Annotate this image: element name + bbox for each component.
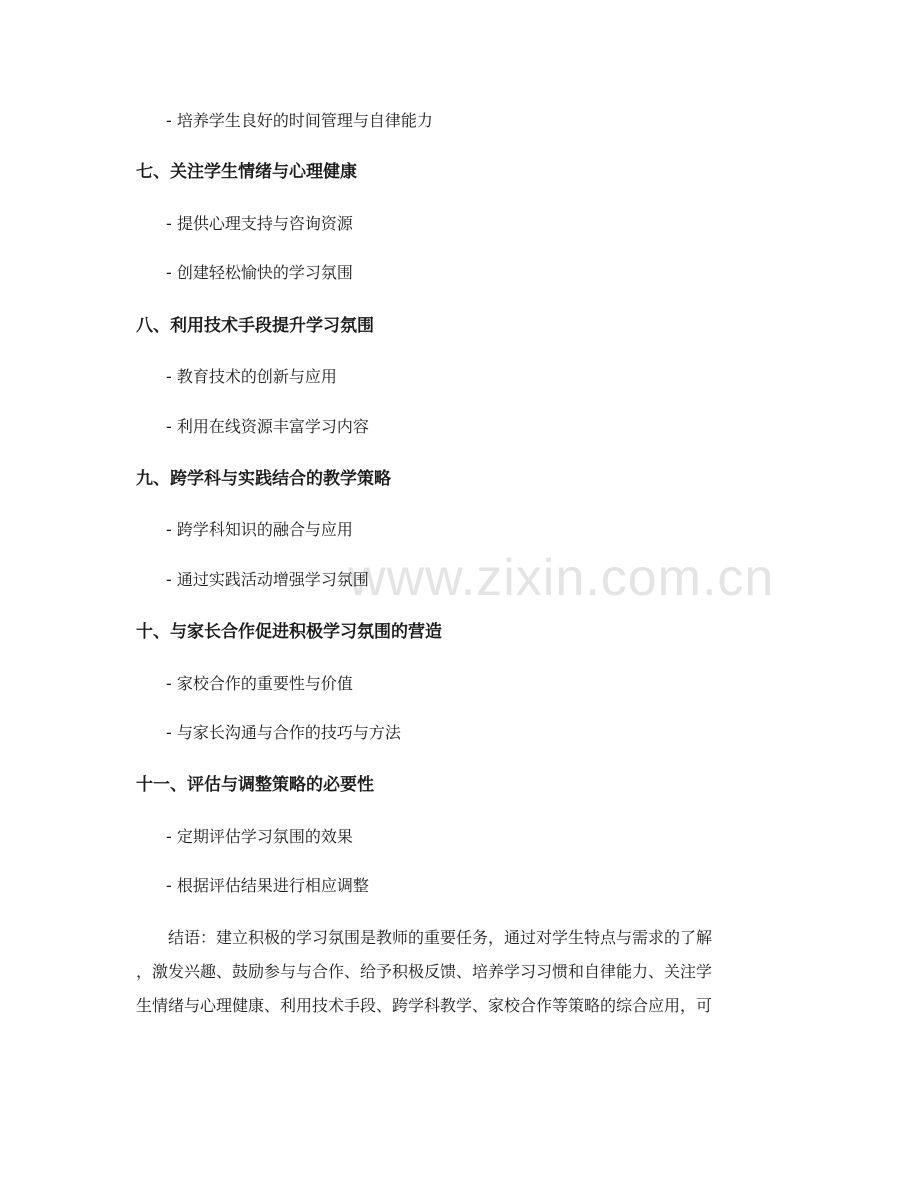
section-heading: 十一、评估与调整策略的必要性: [136, 775, 374, 795]
conclusion-line: 生情绪与心理健康、利用技术手段、跨学科教学、家校合作等策略的综合应用，可: [136, 996, 713, 1015]
section-heading: 七、关注学生情绪与心理健康: [136, 162, 357, 182]
list-item: - 家校合作的重要性与价值: [166, 674, 353, 693]
list-item: - 创建轻松愉快的学习氛围: [166, 263, 353, 282]
watermark: www.zixin.com.cn: [348, 549, 775, 607]
section-heading: 八、利用技术手段提升学习氛围: [136, 316, 374, 336]
list-item: - 定期评估学习氛围的效果: [166, 827, 353, 846]
list-item: - 与家长沟通与合作的技巧与方法: [166, 723, 401, 742]
conclusion-paragraph: [136, 921, 786, 1023]
section-heading: 十、与家长合作促进积极学习氛围的营造: [136, 622, 442, 642]
list-item: - 教育技术的创新与应用: [166, 367, 337, 386]
list-item: - 根据评估结果进行相应调整: [166, 876, 369, 895]
list-item: - 通过实践活动增强学习氛围: [166, 570, 369, 589]
conclusion-line: 结语：建立积极的学习氛围是教师的重要任务，通过对学生特点与需求的了解: [136, 928, 713, 947]
list-item: - 提供心理支持与咨询资源: [166, 214, 353, 233]
list-item: - 培养学生良好的时间管理与自律能力: [166, 111, 433, 130]
list-item: - 跨学科知识的融合与应用: [166, 520, 353, 539]
section-heading: 九、跨学科与实践结合的教学策略: [136, 469, 391, 489]
conclusion-line: ，激发兴趣、鼓励参与与合作、给予积极反馈、培养学习习惯和自律能力、关注学: [136, 962, 713, 981]
list-item: - 利用在线资源丰富学习内容: [166, 417, 369, 436]
